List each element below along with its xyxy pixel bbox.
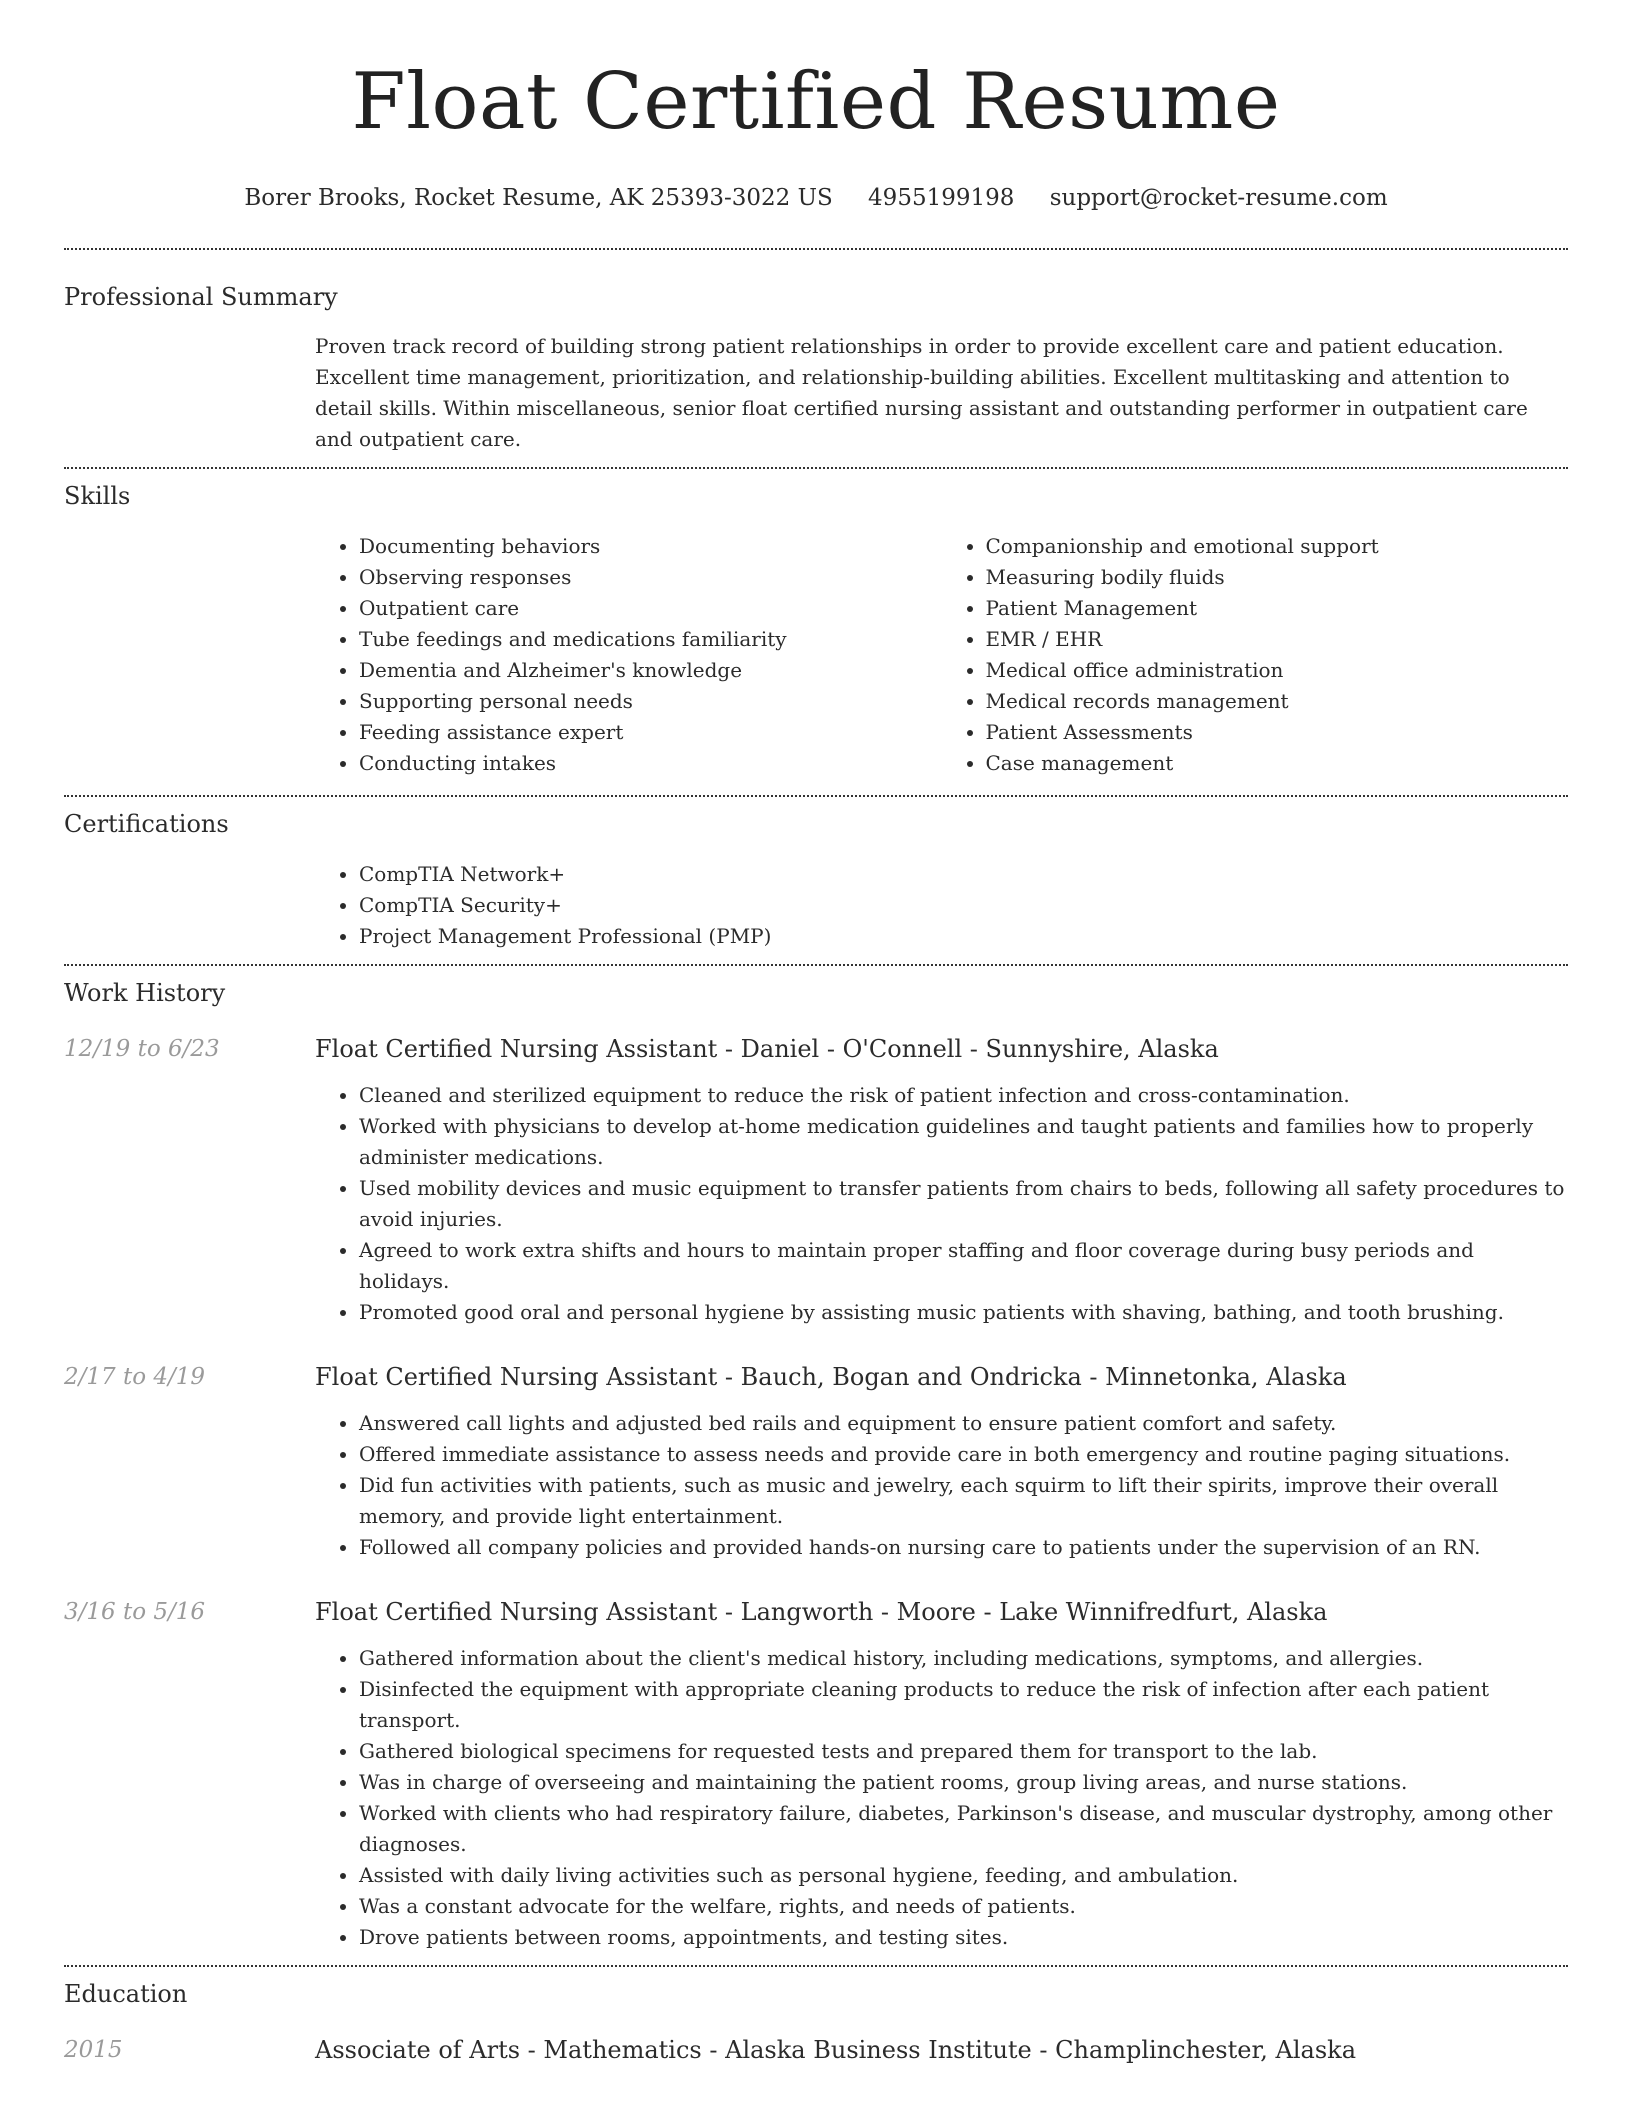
summary-text: Proven track record of building strong patient relationships in order to provide excellent care and patient education. Excellent time management, prioritization, and relationship-building abilities. Excellent multitasking and attention to detail skills. Within miscellaneous, senior float certified nursing assistant and outstanding performer in outpatient care and outpatient care. — [315, 334, 1528, 451]
contact-line — [64, 182, 1568, 214]
skill-item: • Outpatient care — [359, 593, 942, 624]
skill-item: • Case management — [986, 748, 1569, 779]
job-bullet: • Gathered information about the client's medical history, including medications, symptoms, and allergies. — [359, 1643, 1568, 1674]
skill-item: • Medical records management — [986, 686, 1569, 717]
certification-item: • CompTIA Security+ — [359, 890, 1568, 921]
job-bullets — [315, 1408, 1568, 1563]
skill-item: • Dementia and Alzheimer's knowledge — [359, 655, 942, 686]
skill-item: • Patient Management — [986, 593, 1569, 624]
job-bullet: • Cleaned and sterilized equipment to reduce the risk of patient infection and cross-contamination. — [359, 1080, 1568, 1111]
job-date: 3/16 to 5/16 — [64, 1599, 206, 1625]
skill-item: • Measuring bodily fluids — [986, 562, 1569, 593]
certifications-list — [315, 859, 1568, 952]
job-date: 12/19 to 6/23 — [64, 1036, 220, 1062]
job-bullet: • Agreed to work extra shifts and hours to maintain proper staffing and floor coverage during busy periods and holidays. — [359, 1235, 1568, 1297]
skills-list-left — [315, 531, 942, 779]
job-bullet: • Assisted with daily living activities such as personal hygiene, feeding, and ambulation. — [359, 1860, 1568, 1891]
education-heading: Education — [64, 1980, 188, 2008]
skills-heading: Skills — [64, 482, 131, 510]
contact-address: Borer Brooks, Rocket Resume, AK 25393-3022 US — [244, 185, 833, 211]
certification-item: • CompTIA Network+ — [359, 859, 1568, 890]
job-bullets — [315, 1643, 1568, 1953]
skill-item: • Feeding assistance expert — [359, 717, 942, 748]
education-section — [64, 1967, 1568, 2067]
summary-section — [64, 250, 1568, 467]
skills-list-right — [942, 531, 1569, 779]
job-bullet: • Gathered biological specimens for requested tests and prepared them for transport to the lab. — [359, 1736, 1568, 1767]
education-date: 2015 — [64, 2037, 123, 2063]
job-bullets — [315, 1080, 1568, 1328]
skills-section — [64, 469, 1568, 795]
contact-email: support@rocket-resume.com — [1049, 185, 1388, 211]
job-bullet: • Used mobility devices and music equipment to transfer patients from chairs to beds, following all safety procedures to avoid injuries. — [359, 1173, 1568, 1235]
job-bullet: • Followed all company policies and provided hands-on nursing care to patients under the supervision of an RN. — [359, 1532, 1568, 1563]
skill-item: • Companionship and emotional support — [986, 531, 1569, 562]
job-bullet: • Disinfected the equipment with appropriate cleaning products to reduce the risk of infection after each patient transport. — [359, 1674, 1568, 1736]
work-section — [64, 966, 1568, 1965]
job-entry — [64, 1595, 1568, 1953]
skill-item: • Supporting personal needs — [359, 686, 942, 717]
job-date: 2/17 to 4/19 — [64, 1364, 206, 1390]
job-title: Float Certified Nursing Assistant - Daniel - O'Connell - Sunnyshire, Alaska — [315, 1035, 1219, 1063]
work-heading: Work History — [64, 979, 226, 1007]
job-bullet: • Did fun activities with patients, such as music and jewelry, each squirm to lift their spirits, improve their overall memory, and provide light entertainment. — [359, 1470, 1568, 1532]
skill-item: • Conducting intakes — [359, 748, 942, 779]
job-bullet: • Answered call lights and adjusted bed rails and equipment to ensure patient comfort and safety. — [359, 1408, 1568, 1439]
job-bullet: • Worked with physicians to develop at-home medication guidelines and taught patients and families how to properly administer medications. — [359, 1111, 1568, 1173]
job-bullet: • Drove patients between rooms, appointments, and testing sites. — [359, 1922, 1568, 1953]
certifications-heading: Certifications — [64, 810, 229, 838]
job-bullet: • Promoted good oral and personal hygiene by assisting music patients with shaving, bathing, and tooth brushing. — [359, 1297, 1568, 1328]
job-entry — [64, 1360, 1568, 1563]
job-bullet: • Worked with clients who had respiratory failure, diabetes, Parkinson's disease, and muscular dystrophy, among other diagnoses. — [359, 1798, 1568, 1860]
job-bullet: • Was in charge of overseeing and maintaining the patient rooms, group living areas, and nurse stations. — [359, 1767, 1568, 1798]
job-bullet: • Offered immediate assistance to assess needs and provide care in both emergency and routine paging situations. — [359, 1439, 1568, 1470]
contact-phone: 4955199198 — [868, 185, 1015, 211]
job-title: Float Certified Nursing Assistant - Bauch, Bogan and Ondricka - Minnetonka, Alaska — [315, 1363, 1347, 1391]
skill-item: • Tube feedings and medications familiarity — [359, 624, 942, 655]
summary-heading: Professional Summary — [64, 283, 338, 311]
education-entry — [64, 2033, 1568, 2067]
skill-item: • Patient Assessments — [986, 717, 1569, 748]
certification-item: • Project Management Professional (PMP) — [359, 921, 1568, 952]
job-bullet: • Was a constant advocate for the welfare, rights, and needs of patients. — [359, 1891, 1568, 1922]
skill-item: • EMR / EHR — [986, 624, 1569, 655]
skill-item: • Documenting behaviors — [359, 531, 942, 562]
skill-item: • Observing responses — [359, 562, 942, 593]
job-entry — [64, 1032, 1568, 1328]
resume-title: Float Certified Resume — [351, 57, 1281, 147]
job-title: Float Certified Nursing Assistant - Langworth - Moore - Lake Winnifredfurt, Alaska — [315, 1598, 1328, 1626]
certifications-section — [64, 797, 1568, 964]
education-title: Associate of Arts - Mathematics - Alaska Business Institute - Champlinchester, Alaska — [315, 2036, 1357, 2064]
skill-item: • Medical office administration — [986, 655, 1569, 686]
